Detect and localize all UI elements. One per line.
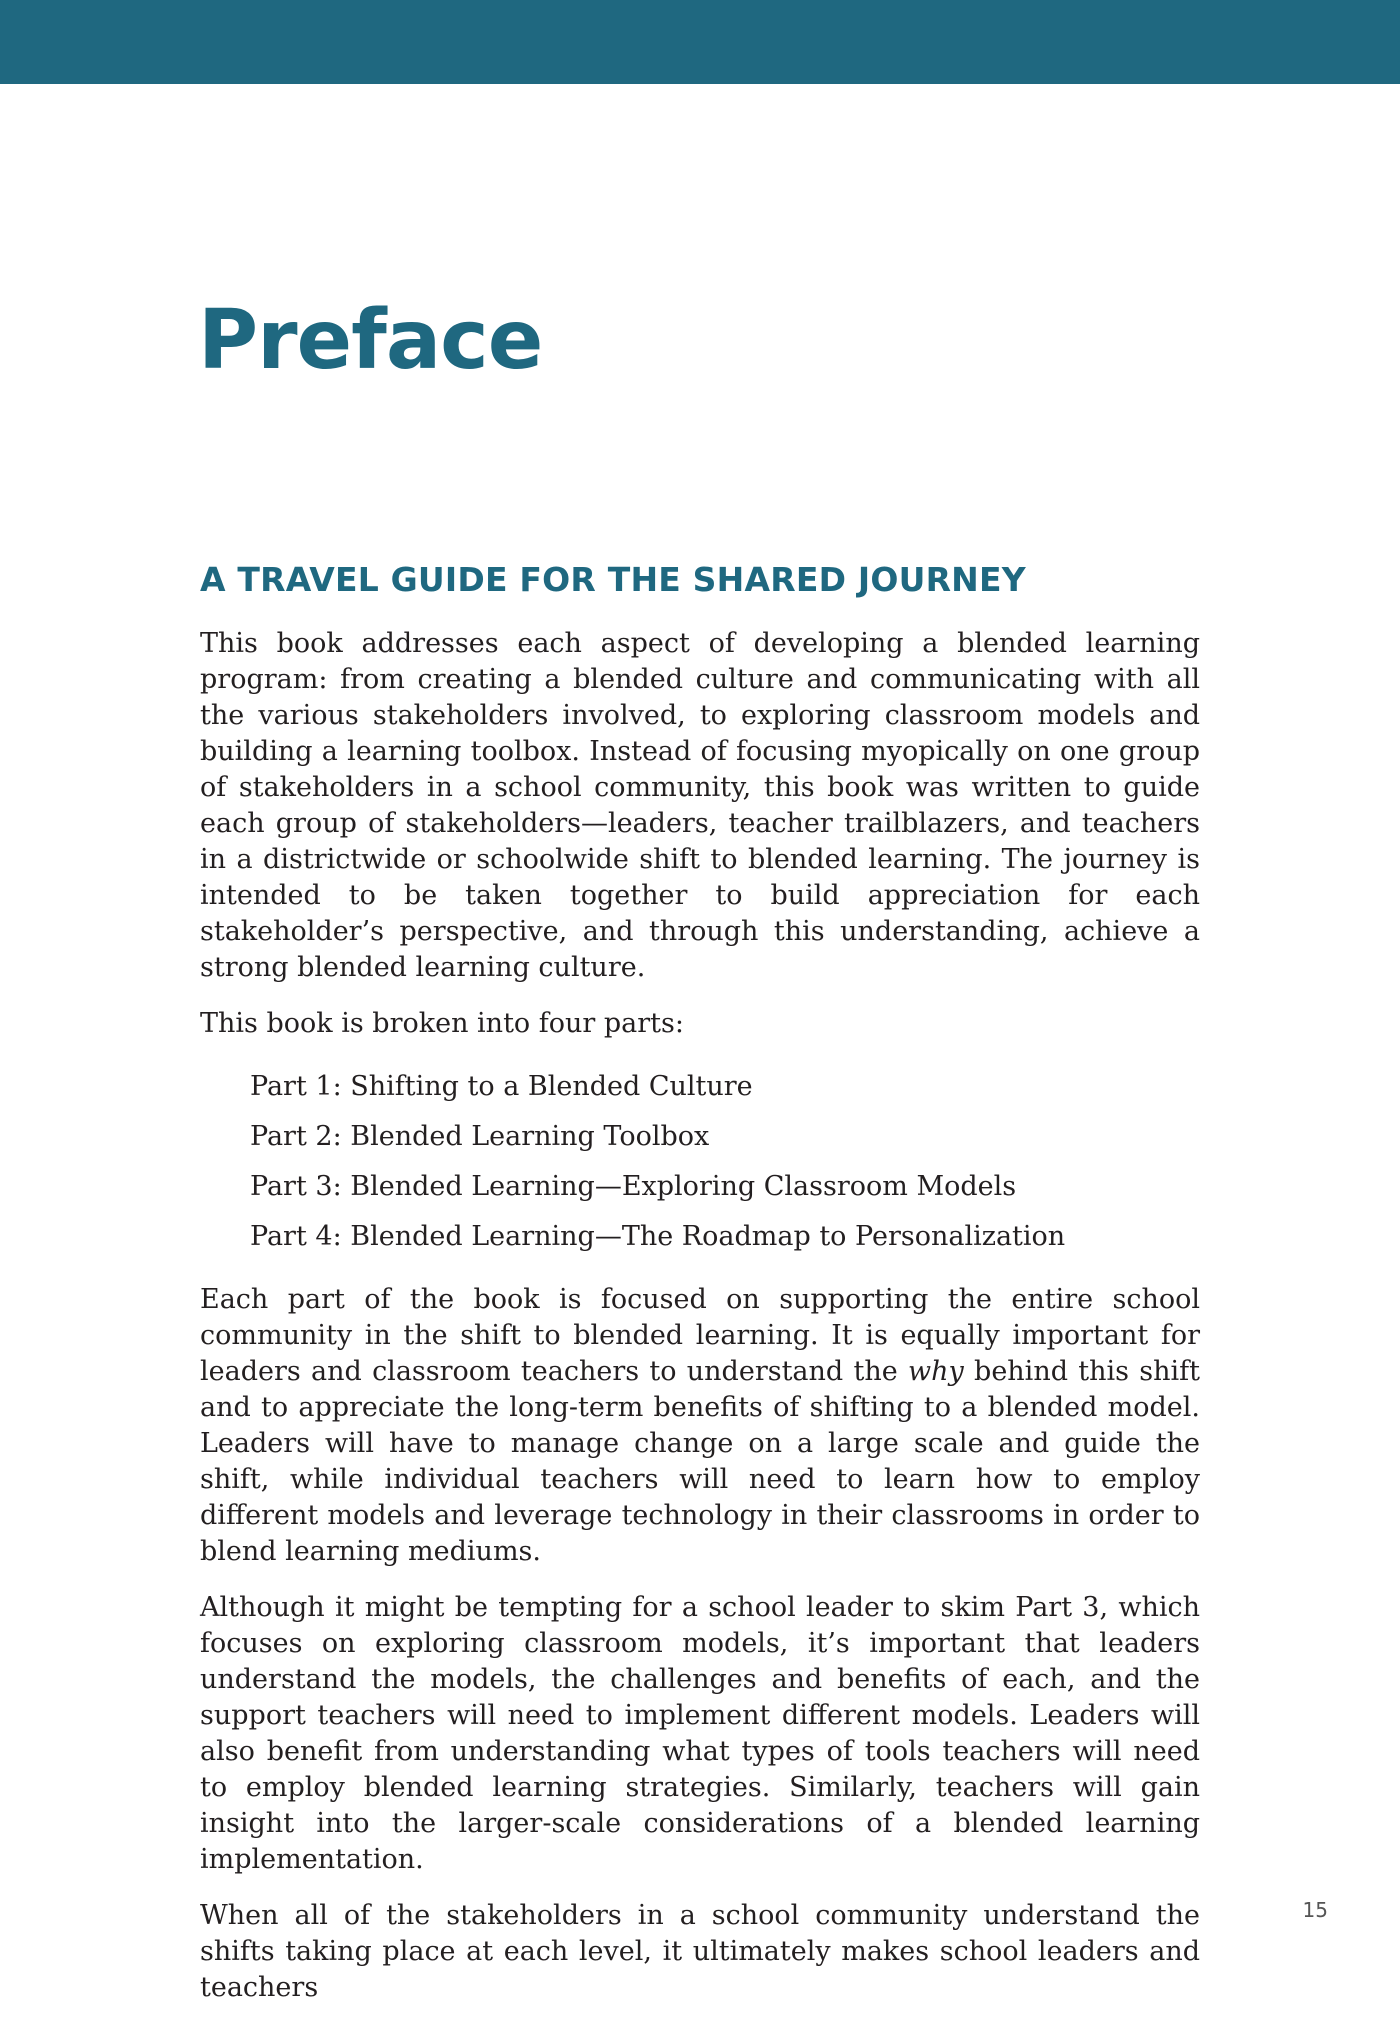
list-item-part-4: Part 4: Blended Learning—The Roadmap to Personalization [250,1220,1066,1252]
emphasis-why: why [907,1355,964,1387]
paragraph-parts-intro: This book is broken into four parts: [200,1007,684,1039]
section-heading: A TRAVEL GUIDE FOR THE SHARED JOURNEY [200,560,1026,599]
paragraph-community-text-2: behind this shift and to appreciate the long-term benefits of shifting to a blended model. Leaders will have to manage change on a large scale and guide the shift, while individual teachers will need to learn how to employ different models and leverage technology in their classrooms in order to blend learning mediums. [200,1355,1201,1567]
list-item-part-2: Part 2: Blended Learning Toolbox [250,1120,710,1152]
body-content [200,560,1200,2026]
chapter-title: Preface [198,293,543,388]
paragraph-leaders: Although it might be tempting for a school leader to skim Part 3, which focuses on exploring classroom models, it’s important that leaders understand the models, the challenges and benefits of each, and the support teachers will need to implement different models. Leaders will also benefit from understanding what types of tools teachers will need to employ blended learning strategies. Similarly, teachers will gain insight into the larger-scale considerations of a blended learning implementation. [200,1591,1200,1875]
list-item-part-3: Part 3: Blended Learning—Exploring Classroom Models [250,1170,1017,1202]
paragraph-community-text-1: Each part of the book is focused on supporting the entire school community in the shift to blended learning. It is equally important for leaders and classroom teachers to understand the [200,1283,1200,1387]
paragraph-stakeholders: When all of the stakeholders in a school community understand the shifts taking place at each level, it ultimately makes school leaders and teachers [200,1899,1200,2003]
paragraph-community [200,1282,1200,1570]
parts-list [200,1062,1200,1262]
list-item-part-1: Part 1: Shifting to a Blended Culture [250,1070,753,1102]
paragraph-intro: This book addresses each aspect of developing a blended learning program: from creating a blended culture and communicating with all the various stakeholders involved, to exploring classroom models and building a learning toolbox. Instead of focusing myopically on one group of stakeholders in a school community, this book was written to guide each group of stakeholders—leaders, teacher trailblazers, and teachers in a districtwide or schoolwide shift to blended learning. The journey is intended to be taken together to build appreciation for each stakeholder’s perspective, and through this understanding, achieve a strong blended learning culture. [200,627,1200,983]
page-number: 15 [1302,1898,1328,1922]
header-band [0,0,1400,84]
